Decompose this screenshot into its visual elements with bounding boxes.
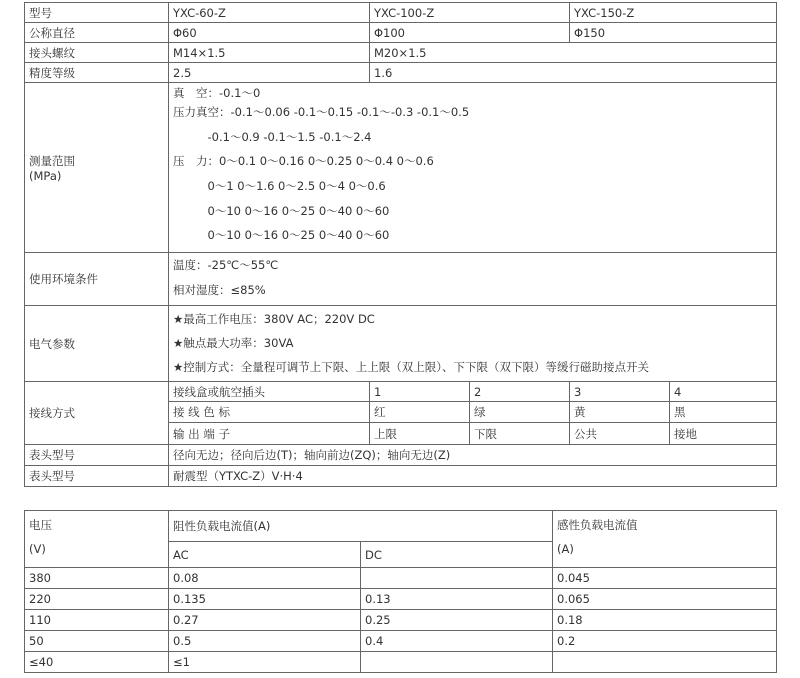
environment-label: 使用环境条件 xyxy=(25,253,169,306)
ac-cell: 0.08 xyxy=(169,568,361,589)
wiring-color-2: 绿 xyxy=(470,402,570,423)
wiring-connector-3: 3 xyxy=(570,382,670,402)
environment-row xyxy=(25,253,777,306)
inductive-cell: 0.045 xyxy=(553,568,777,589)
model-row xyxy=(25,3,777,23)
mount-label-1: 表头型号 xyxy=(25,445,169,466)
model-value-150: YXC-150-Z xyxy=(570,3,777,23)
electrical-row xyxy=(25,306,777,382)
range-line-pressure-2: 0～1 0～1.6 0～2.5 0～4 0～0.6 xyxy=(173,179,386,194)
mount-row-2 xyxy=(25,466,777,487)
resistive-header: 阻性负载电流值(A) xyxy=(169,511,553,542)
model-value-60: YXC-60-Z xyxy=(169,3,370,23)
ac-cell: 0.27 xyxy=(169,610,361,631)
range-line-pressure-4: 0～10 0～16 0～25 0～40 0～60 xyxy=(173,228,390,243)
diameter-value-150: Φ150 xyxy=(570,23,777,43)
spec-table xyxy=(24,2,777,487)
thread-row xyxy=(25,43,777,63)
wiring-color-4: 黑 xyxy=(670,402,777,423)
thread-label: 接头螺纹 xyxy=(25,43,169,63)
wiring-color-3: 黄 xyxy=(570,402,670,423)
wiring-connector-label: 接线盒或航空插头 xyxy=(169,382,370,402)
range-row xyxy=(25,83,777,253)
wiring-terminal-2: 下限 xyxy=(470,423,570,445)
electrical-max-voltage: ★最高工作电压：380V AC；220V DC xyxy=(173,311,375,326)
dc-header: DC xyxy=(361,542,553,568)
model-value-100: YXC-100-Z xyxy=(370,3,570,23)
range-line-compound-1: 压力真空：-0.1～0.06 -0.1～0.15 -0.1～-0.3 -0.1～0.5 xyxy=(173,105,470,119)
electrical-values xyxy=(169,306,777,382)
environment-humidity: 相对湿度：≤85% xyxy=(173,283,266,297)
accuracy-row xyxy=(25,63,777,83)
ac-cell: 0.135 xyxy=(169,589,361,610)
wiring-label: 接线方式 xyxy=(25,382,169,445)
ac-cell: ≤1 xyxy=(169,652,361,673)
dc-cell xyxy=(361,652,553,673)
electrical-control-mode: ★控制方式：全量程可调节上下限、上上限（双上限）、下下限（双下限）等缓行磁助接点开关 xyxy=(173,359,650,374)
inductive-cell xyxy=(553,652,777,673)
dc-cell: 0.4 xyxy=(361,631,553,652)
environment-values xyxy=(169,253,777,306)
thread-value-small: M14×1.5 xyxy=(169,43,370,63)
diameter-value-100: Φ100 xyxy=(370,23,570,43)
voltage-cell: ≤40 xyxy=(25,652,169,673)
mount-row-1 xyxy=(25,445,777,466)
wiring-terminal-4: 接地 xyxy=(670,423,777,445)
thread-value-large: M20×1.5 xyxy=(370,43,777,63)
range-line-pressure-1: 压 力：0～0.1 0～0.16 0～0.25 0～0.4 0～0.6 xyxy=(173,154,434,169)
electrical-max-power: ★触点最大功率：30VA xyxy=(173,335,294,350)
mount-value-2: 耐震型（YTXC-Z）V·H·4 xyxy=(169,466,777,487)
range-line-pressure-3: 0～10 0～16 0～25 0～40 0～60 xyxy=(173,203,390,218)
mount-label-2: 表头型号 xyxy=(25,466,169,487)
wiring-connector-4: 4 xyxy=(670,382,777,402)
diameter-row xyxy=(25,23,777,43)
range-label xyxy=(25,83,169,253)
dc-cell xyxy=(361,568,553,589)
model-label: 型号 xyxy=(25,3,169,23)
voltage-cell: 50 xyxy=(25,631,169,652)
inductive-header xyxy=(553,511,777,568)
table-row xyxy=(25,652,777,673)
range-line-compound-2: -0.1～0.9 -0.1～1.5 -0.1～2.4 xyxy=(173,129,372,144)
environment-temperature: 温度：-25℃～55℃ xyxy=(173,258,279,272)
range-line-vacuum: 真 空：-0.1～0 xyxy=(173,86,261,100)
voltage-header xyxy=(25,511,169,568)
electrical-label: 电气参数 xyxy=(25,306,169,382)
table-row xyxy=(25,631,777,652)
inductive-cell: 0.065 xyxy=(553,589,777,610)
inductive-header-line2: (A) xyxy=(557,542,574,556)
table-row xyxy=(25,589,777,610)
wiring-color-label: 接 线 色 标 xyxy=(169,402,370,423)
voltage-header-line1: 电压 xyxy=(29,518,52,532)
load-current-table xyxy=(24,510,777,673)
accuracy-label: 精度等级 xyxy=(25,63,169,83)
wiring-terminal-3: 公共 xyxy=(570,423,670,445)
voltage-cell: 380 xyxy=(25,568,169,589)
wiring-terminal-label: 输 出 端 子 xyxy=(169,423,370,445)
voltage-header-line2: (V) xyxy=(29,542,46,556)
ac-header: AC xyxy=(169,542,361,568)
inductive-header-line1: 感性负载电流值 xyxy=(557,518,638,532)
ac-cell: 0.5 xyxy=(169,631,361,652)
table-row xyxy=(25,568,777,589)
accuracy-value-large: 1.6 xyxy=(370,63,777,83)
wiring-color-1: 红 xyxy=(370,402,470,423)
wiring-connector-2: 2 xyxy=(470,382,570,402)
wiring-terminal-1: 上限 xyxy=(370,423,470,445)
diameter-value-60: Φ60 xyxy=(169,23,370,43)
wiring-connector-1: 1 xyxy=(370,382,470,402)
diameter-label: 公称直径 xyxy=(25,23,169,43)
wiring-row xyxy=(25,382,777,402)
inductive-cell: 0.2 xyxy=(553,631,777,652)
range-label-line1: 测量范围 xyxy=(29,153,75,168)
mount-value-1: 径向无边；径向后边(T)；轴向前边(ZQ)；轴向无边(Z) xyxy=(169,445,777,466)
dc-cell: 0.13 xyxy=(361,589,553,610)
voltage-cell: 110 xyxy=(25,610,169,631)
table-row xyxy=(25,610,777,631)
voltage-cell: 220 xyxy=(25,589,169,610)
inductive-cell: 0.18 xyxy=(553,610,777,631)
range-values xyxy=(169,83,777,253)
accuracy-value-small: 2.5 xyxy=(169,63,370,83)
dc-cell: 0.25 xyxy=(361,610,553,631)
load-header-row-1 xyxy=(25,511,777,542)
range-label-line2: (MPa) xyxy=(29,168,62,183)
